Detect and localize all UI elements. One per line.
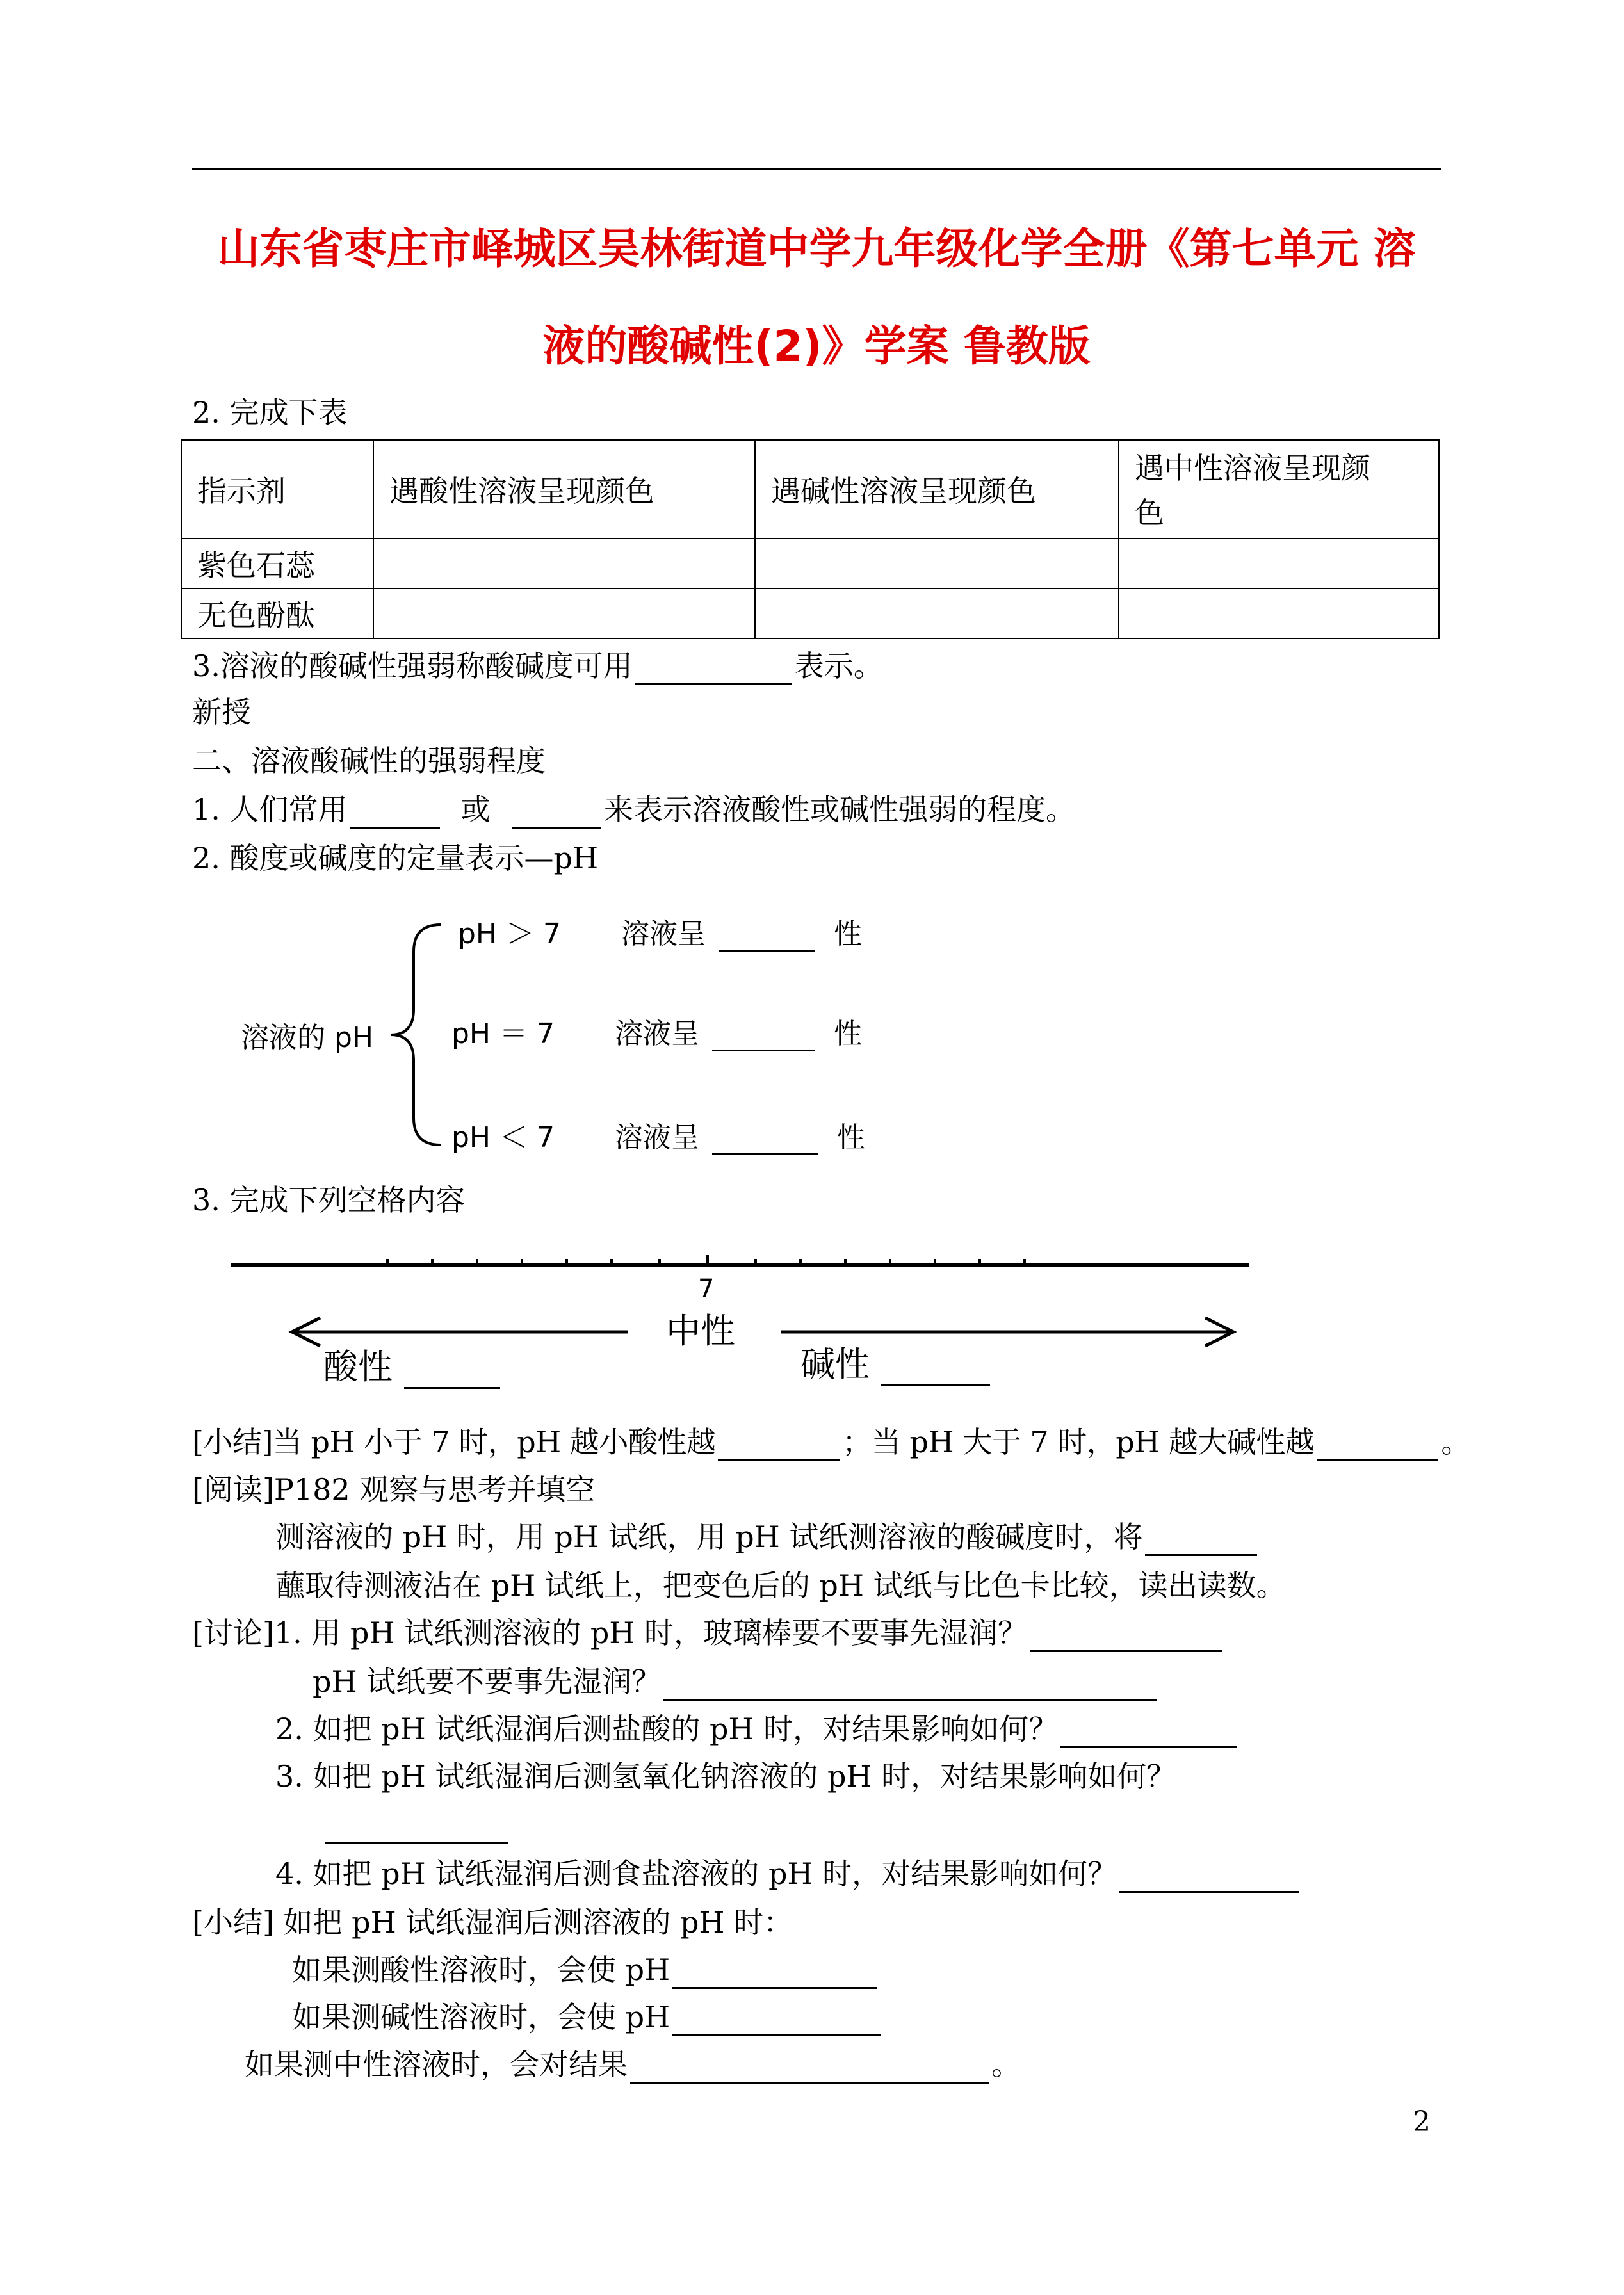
table-cell[interactable]	[755, 539, 1119, 588]
table-header-acid: 遇酸性溶液呈现颜色	[373, 440, 755, 539]
table-cell[interactable]	[373, 588, 755, 638]
page-title-line1: 山东省枣庄市峄城区吴林街道中学九年级化学全册《第七单元 溶	[217, 224, 1416, 273]
discussion-q3: 3. 如把 pH 试纸湿润后测氢氧化钠溶液的 pH 时，对结果影响如何？	[275, 1759, 1176, 1794]
blank-line[interactable]	[350, 799, 440, 829]
summary2-acid: 如果测酸性溶液时，会使 pH	[292, 1950, 880, 1989]
indicator-table	[181, 439, 1440, 639]
table-row	[181, 539, 1439, 588]
question3: 3.溶液的酸碱性强弱称酸碱度可用 表示。	[192, 647, 883, 685]
blank-line[interactable]	[719, 921, 815, 952]
blank-line[interactable]	[635, 655, 792, 685]
new-lesson-label: 新授	[192, 695, 251, 729]
summary1: [小结]当 pH 小于 7 时，pH 越小酸性越 ；当 pH 大于 7 时，pH 越大碱性越 。	[192, 1423, 1470, 1461]
scale-neutral: 中性	[666, 1311, 735, 1351]
blank-line[interactable]	[404, 1355, 500, 1389]
reading-line2: 蘸取待测液沾在 pH 试纸上，把变色后的 pH 试纸与比色卡比较，读出读数。	[275, 1568, 1286, 1603]
ph-label: 溶液的 pH	[241, 1021, 374, 1054]
table-header-base: 遇碱性溶液呈现颜色	[755, 440, 1119, 539]
ph-row-less: pH ＜ 7 溶液呈 性	[451, 1121, 865, 1154]
item2: 2. 酸度或碱度的定量表示—pH	[192, 841, 599, 875]
reading-heading: [阅读]P182 观察与思考并填空	[192, 1472, 596, 1507]
summary2-base: 如果测碱性溶液时，会使 pH	[292, 1998, 883, 2036]
blank-line[interactable]	[630, 2054, 989, 2084]
header-rule	[192, 168, 1441, 170]
blank-line[interactable]	[672, 1959, 877, 1989]
page-title-line2: 液的酸碱性(2)》学案 鲁教版	[542, 321, 1091, 371]
discussion-q1b: pH 试纸要不要事先湿润？	[313, 1662, 1159, 1701]
summary2-neutral: 如果测中性溶液时，会对结果 。	[245, 2045, 1021, 2084]
reading-line1: 测溶液的 pH 时，用 pH 试纸，用 pH 试纸测溶液的酸碱度时，将	[275, 1518, 1260, 1556]
blank-line[interactable]	[512, 799, 601, 829]
row-label-litmus: 紫色石蕊	[181, 539, 373, 588]
blank-line[interactable]	[1060, 1718, 1237, 1748]
blank-line[interactable]	[1119, 1863, 1299, 1893]
table-header-indicator: 指示剂	[181, 440, 373, 539]
page-number: 2	[1413, 2105, 1431, 2138]
blank-line[interactable]	[663, 1671, 1157, 1701]
section2-heading: 2. 完成下表	[192, 395, 348, 430]
blank-line[interactable]	[672, 2006, 881, 2036]
blank-line[interactable]	[1030, 1622, 1222, 1652]
table-cell[interactable]	[1119, 539, 1439, 588]
summary2-heading: [小结] 如把 pH 试纸湿润后测溶液的 pH 时：	[192, 1905, 793, 1940]
table-row	[181, 588, 1439, 638]
scale-base: 碱性	[800, 1337, 993, 1386]
blank-line[interactable]	[718, 1431, 840, 1461]
discussion-q1a: [讨论]1. 用 pH 试纸测溶液的 pH 时，玻璃棒要不要事先湿润？	[192, 1614, 1224, 1652]
table-header-neutral: 遇中性溶液呈现颜 色	[1119, 440, 1439, 539]
table-cell[interactable]	[1119, 588, 1439, 638]
blank-line[interactable]	[712, 1125, 818, 1155]
section-two-heading: 二、溶液酸碱性的强弱程度	[192, 743, 546, 778]
blank-line[interactable]	[712, 1021, 815, 1051]
scale-seven: 7	[698, 1274, 715, 1304]
table-cell[interactable]	[373, 539, 755, 588]
ph-row-equal: pH ＝ 7 溶液呈 性	[451, 1018, 862, 1050]
item1: 1. 人们常用 或 来表示溶液酸性或碱性强弱的程度。	[192, 790, 1075, 829]
blank-line[interactable]	[325, 1842, 508, 1844]
item3: 3. 完成下列空格内容	[192, 1183, 466, 1217]
discussion-q4: 4. 如把 pH 试纸湿润后测食盐溶液的 pH 时，对结果影响如何？	[275, 1854, 1301, 1893]
curly-brace	[384, 916, 455, 1153]
ph-row-greater: pH ＞ 7 溶液呈 性	[458, 918, 862, 950]
row-label-phenolphthalein: 无色酚酞	[181, 588, 373, 638]
blank-line[interactable]	[1317, 1431, 1438, 1461]
blank-line[interactable]	[1145, 1526, 1257, 1556]
table-cell[interactable]	[755, 588, 1119, 638]
discussion-q2: 2. 如把 pH 试纸湿润后测盐酸的 pH 时，对结果影响如何？	[275, 1710, 1239, 1748]
scale-acid: 酸性	[323, 1340, 503, 1389]
blank-line[interactable]	[881, 1351, 990, 1386]
